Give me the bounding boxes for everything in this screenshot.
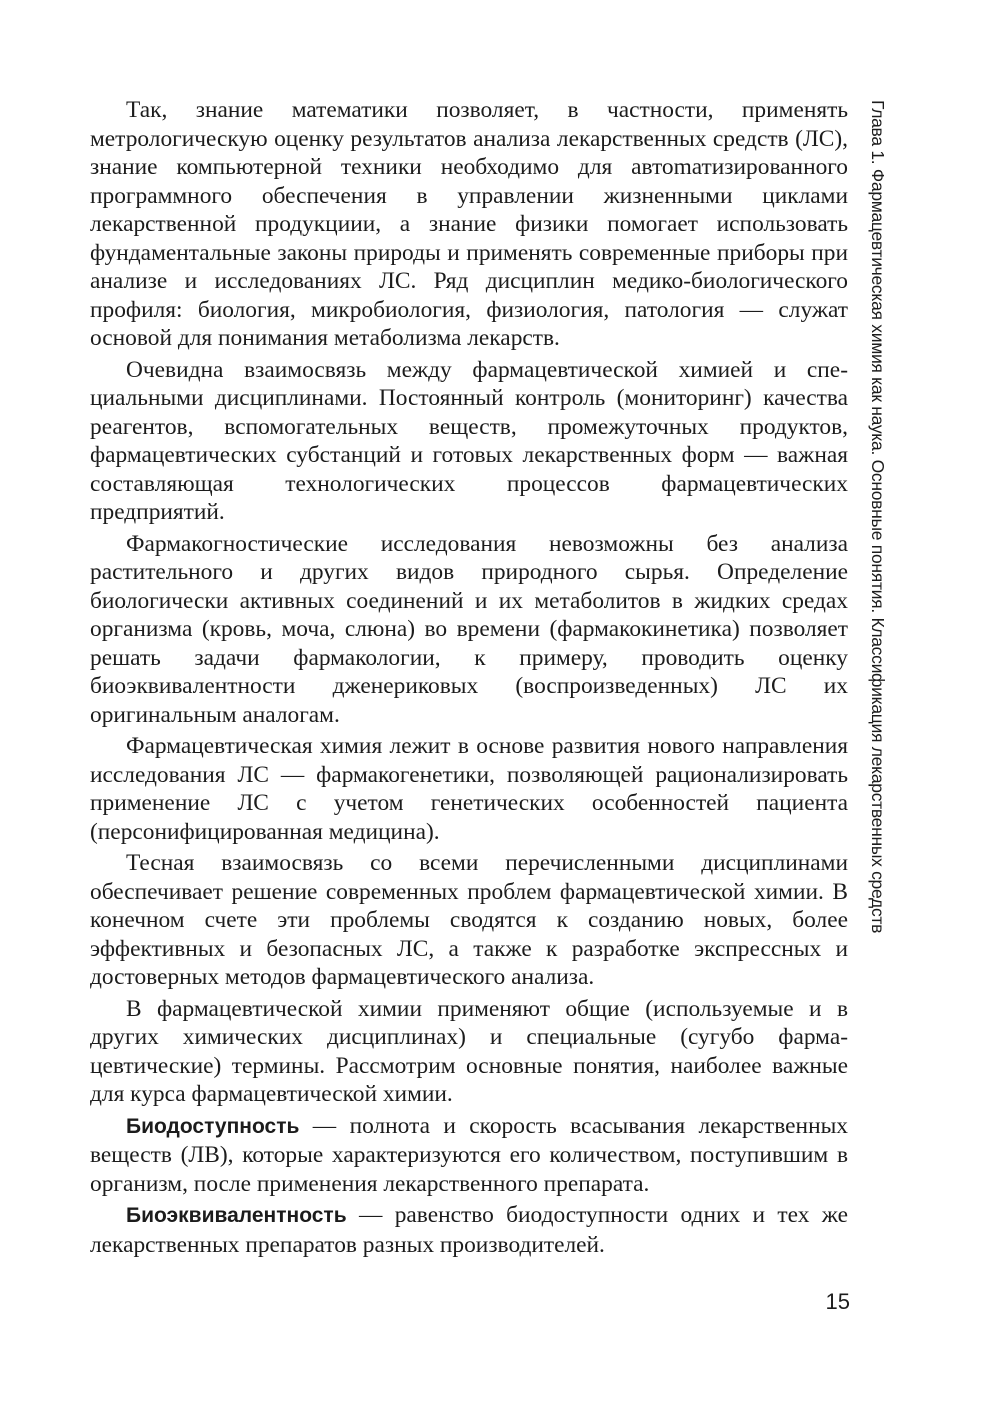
paragraph-5: Тесная взаимосвязь со всеми перечисленными дисциплинами обеспечивает решение современных проблем фармацевтической химии. В конечном счете эти проблемы сводятся к созданию новых, более эффективных и безопасных ЛС, а также к разработке экспрессных и достоверных методов фармацевтического анализа. [90,850,848,990]
paragraph-3: Фармакогностические исследования невозможны без анализа растительного и других видов природного сырья. Определение биологически активных соединений и их метаболитов в жидких средах организма (кровь, моча, слюна) во времени (фармакокинетика) позволяет решать задачи фармакологии, к примеру, проводить оценку биоэквивалентности дженериковых (воспроизведенных) ЛС их оригинальным аналогам. [90,530,848,728]
definition-text: — полнота и скорость всасывания лекарственных веществ (ЛВ), которые характеризуются его количеством, поступившим в организм, после применения лекарственного препарата. [90,1112,848,1197]
definition-term: Биодоступность [126,1114,300,1138]
paragraph-1: Так, знание математики позволяет, в частности, применять метрологическую оценку результатов анализа лекарственных средств (ЛС), знание компьютерной техники необходимо для автоmатизированного программного обеспечения в управлении жизненными циклами лекарственной продукциии, а знание физики помогает использовать фундаментальные законы природы и применять современные приборы при анализе и исследованиях ЛС. Ряд дисциплин медико-биологического профиля: биология, микробиология, физиология, патология — служат основой для понимания метаболизма лекарств. [90,97,848,351]
paragraph-6: В фармацевтической химии применяют общие (используемые и в других химических дисциплинах) и специальные (сугубо фармацевтические) термины. Рассмотрим основные понятия, наиболее важные для курса фармацевтической химии. [90,995,848,1107]
definition-bioavailability [90,1112,848,1199]
page-number: 15 [825,1289,850,1314]
definition-bioequivalence [90,1201,848,1259]
paragraph-4: Фармацевтическая химия лежит в основе развития нового направления исследования ЛС — фармакогенетики, позволяющей рационализировать применение ЛС с учетом генетических особенностей пациента (персонифицированная медицина). [90,733,848,845]
definition-term: Биоэквивалентность [126,1204,347,1227]
running-head-text: Глава 1. Фармацевтическая химия как наука. Основные понятия. Классификация лекарственных средств [868,100,888,934]
paragraph-2: Очевидна взаимосвязь между фармацевтической химией и специальными дисциплинами. Постоянный контроль (мониторинг) качества реагентов, вспомогательных веществ, промежуточных продуктов, фармацевтических субстанций и готовых лекарственных форм — важная составляющая технологических процессов фармацевтических предприятий. [90,356,848,525]
running-head [862,100,892,934]
definition-text: — равенство биодоступности одних и тех же лекарственных препаратов разных производителей. [90,1202,848,1258]
body-text [90,96,848,1262]
